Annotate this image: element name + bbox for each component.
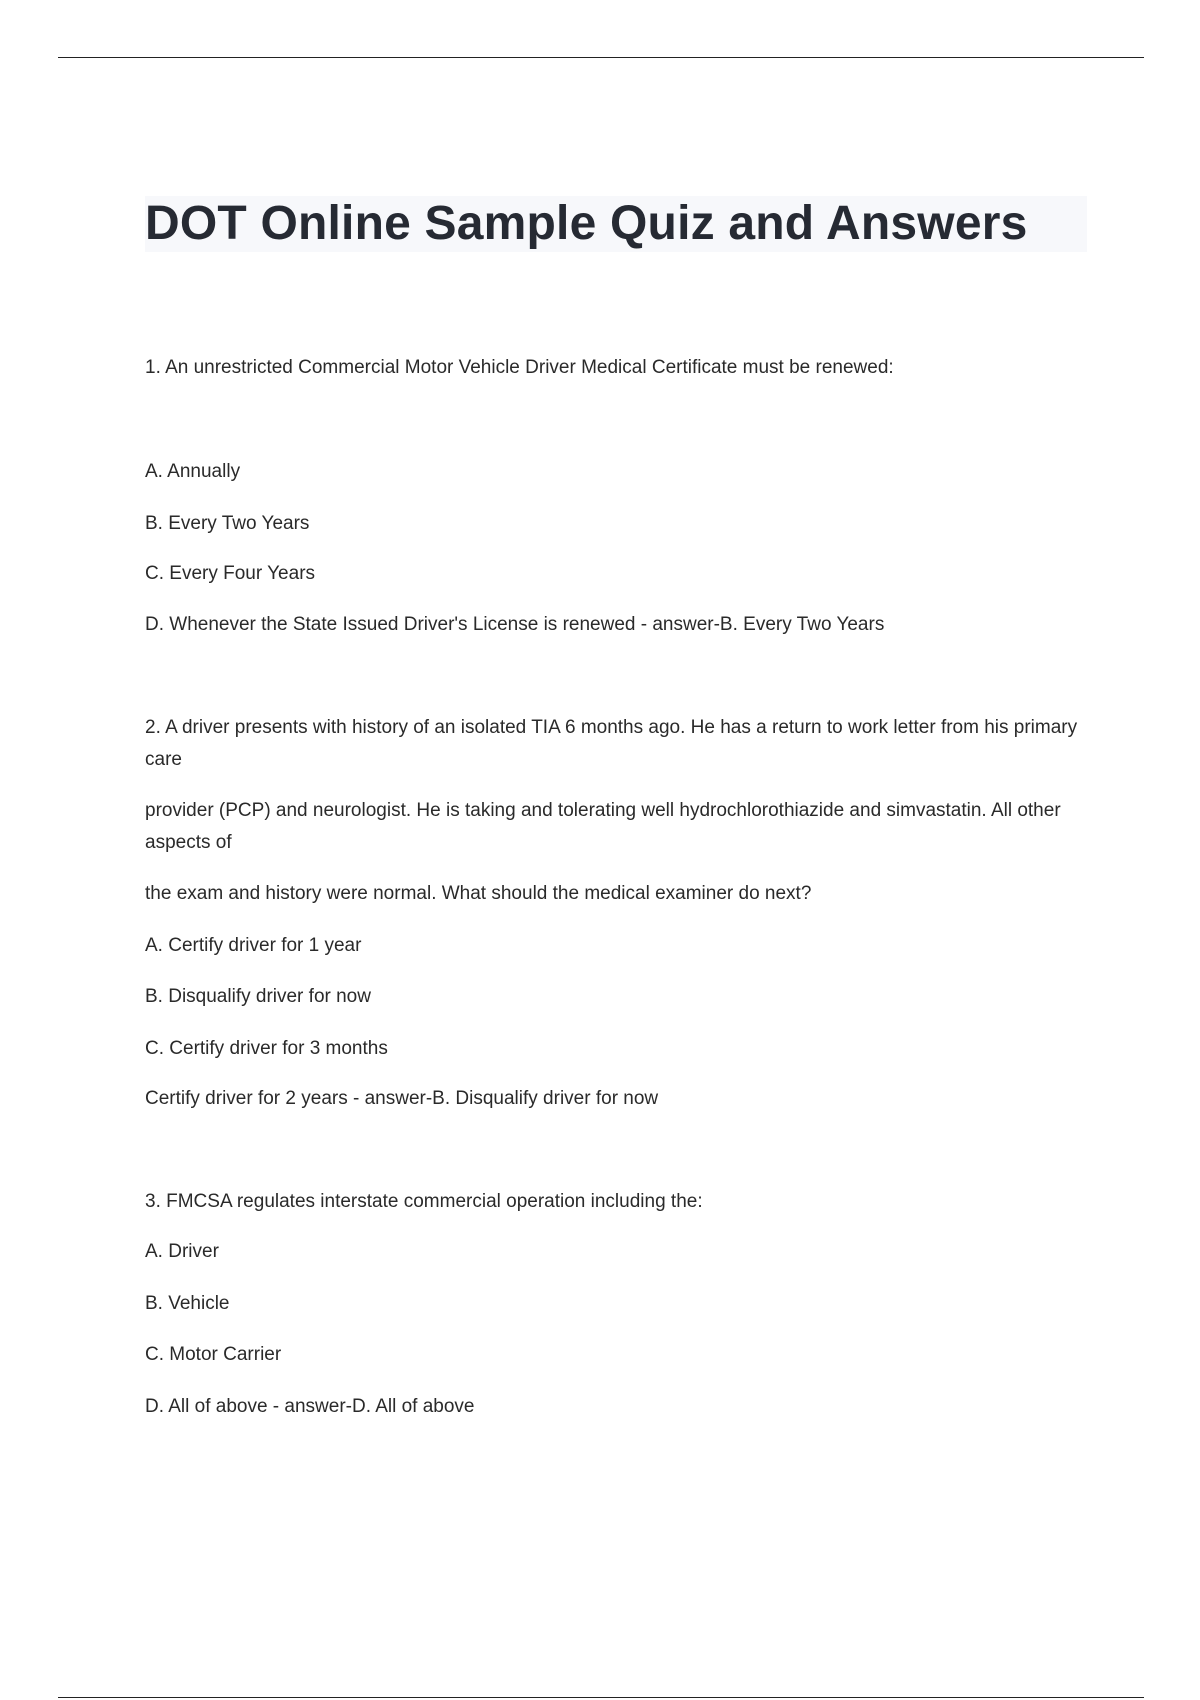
header-rule — [58, 57, 1144, 58]
title-banner — [145, 196, 1087, 252]
question-3-stem: 3. FMCSA regulates interstate commercial operation including the: — [145, 1191, 703, 1212]
question-1-option-d: D. Whenever the State Issued Driver's License is renewed - answer-B. Every Two Years — [145, 614, 885, 635]
footer-rule — [58, 1697, 1144, 1698]
question-1-option-a: A. Annually — [145, 461, 241, 482]
question-2-option-d: Certify driver for 2 years - answer-B. Disqualify driver for now — [145, 1088, 659, 1109]
question-1-option-b: B. Every Two Years — [145, 513, 310, 534]
question-2-option-b: B. Disqualify driver for now — [145, 986, 371, 1007]
question-2-stem-line-3: the exam and history were normal. What should the medical examiner do next? — [145, 883, 812, 904]
question-3-option-c: C. Motor Carrier — [145, 1344, 282, 1365]
question-3-option-b: B. Vehicle — [145, 1293, 230, 1314]
question-2-option-c: C. Certify driver for 3 months — [145, 1038, 388, 1059]
question-3-option-a: A. Driver — [145, 1241, 219, 1262]
page-title: DOT Online Sample Quiz and Answers — [145, 197, 1028, 250]
question-1-stem: 1. An unrestricted Commercial Motor Vehicle Driver Medical Certificate must be renewed: — [145, 357, 894, 378]
question-2-option-a: A. Certify driver for 1 year — [145, 935, 362, 956]
question-1-option-c: C. Every Four Years — [145, 563, 316, 584]
question-3-option-d: D. All of above - answer-D. All of above — [145, 1396, 475, 1417]
question-2-stem-line-2: provider (PCP) and neurologist. He is taking and tolerating well hydrochlorothiazide and simvastatin. All other aspects of — [145, 800, 1061, 853]
question-2-stem-line-1: 2. A driver presents with history of an isolated TIA 6 months ago. He has a return to work letter from his primary care — [145, 717, 1078, 770]
